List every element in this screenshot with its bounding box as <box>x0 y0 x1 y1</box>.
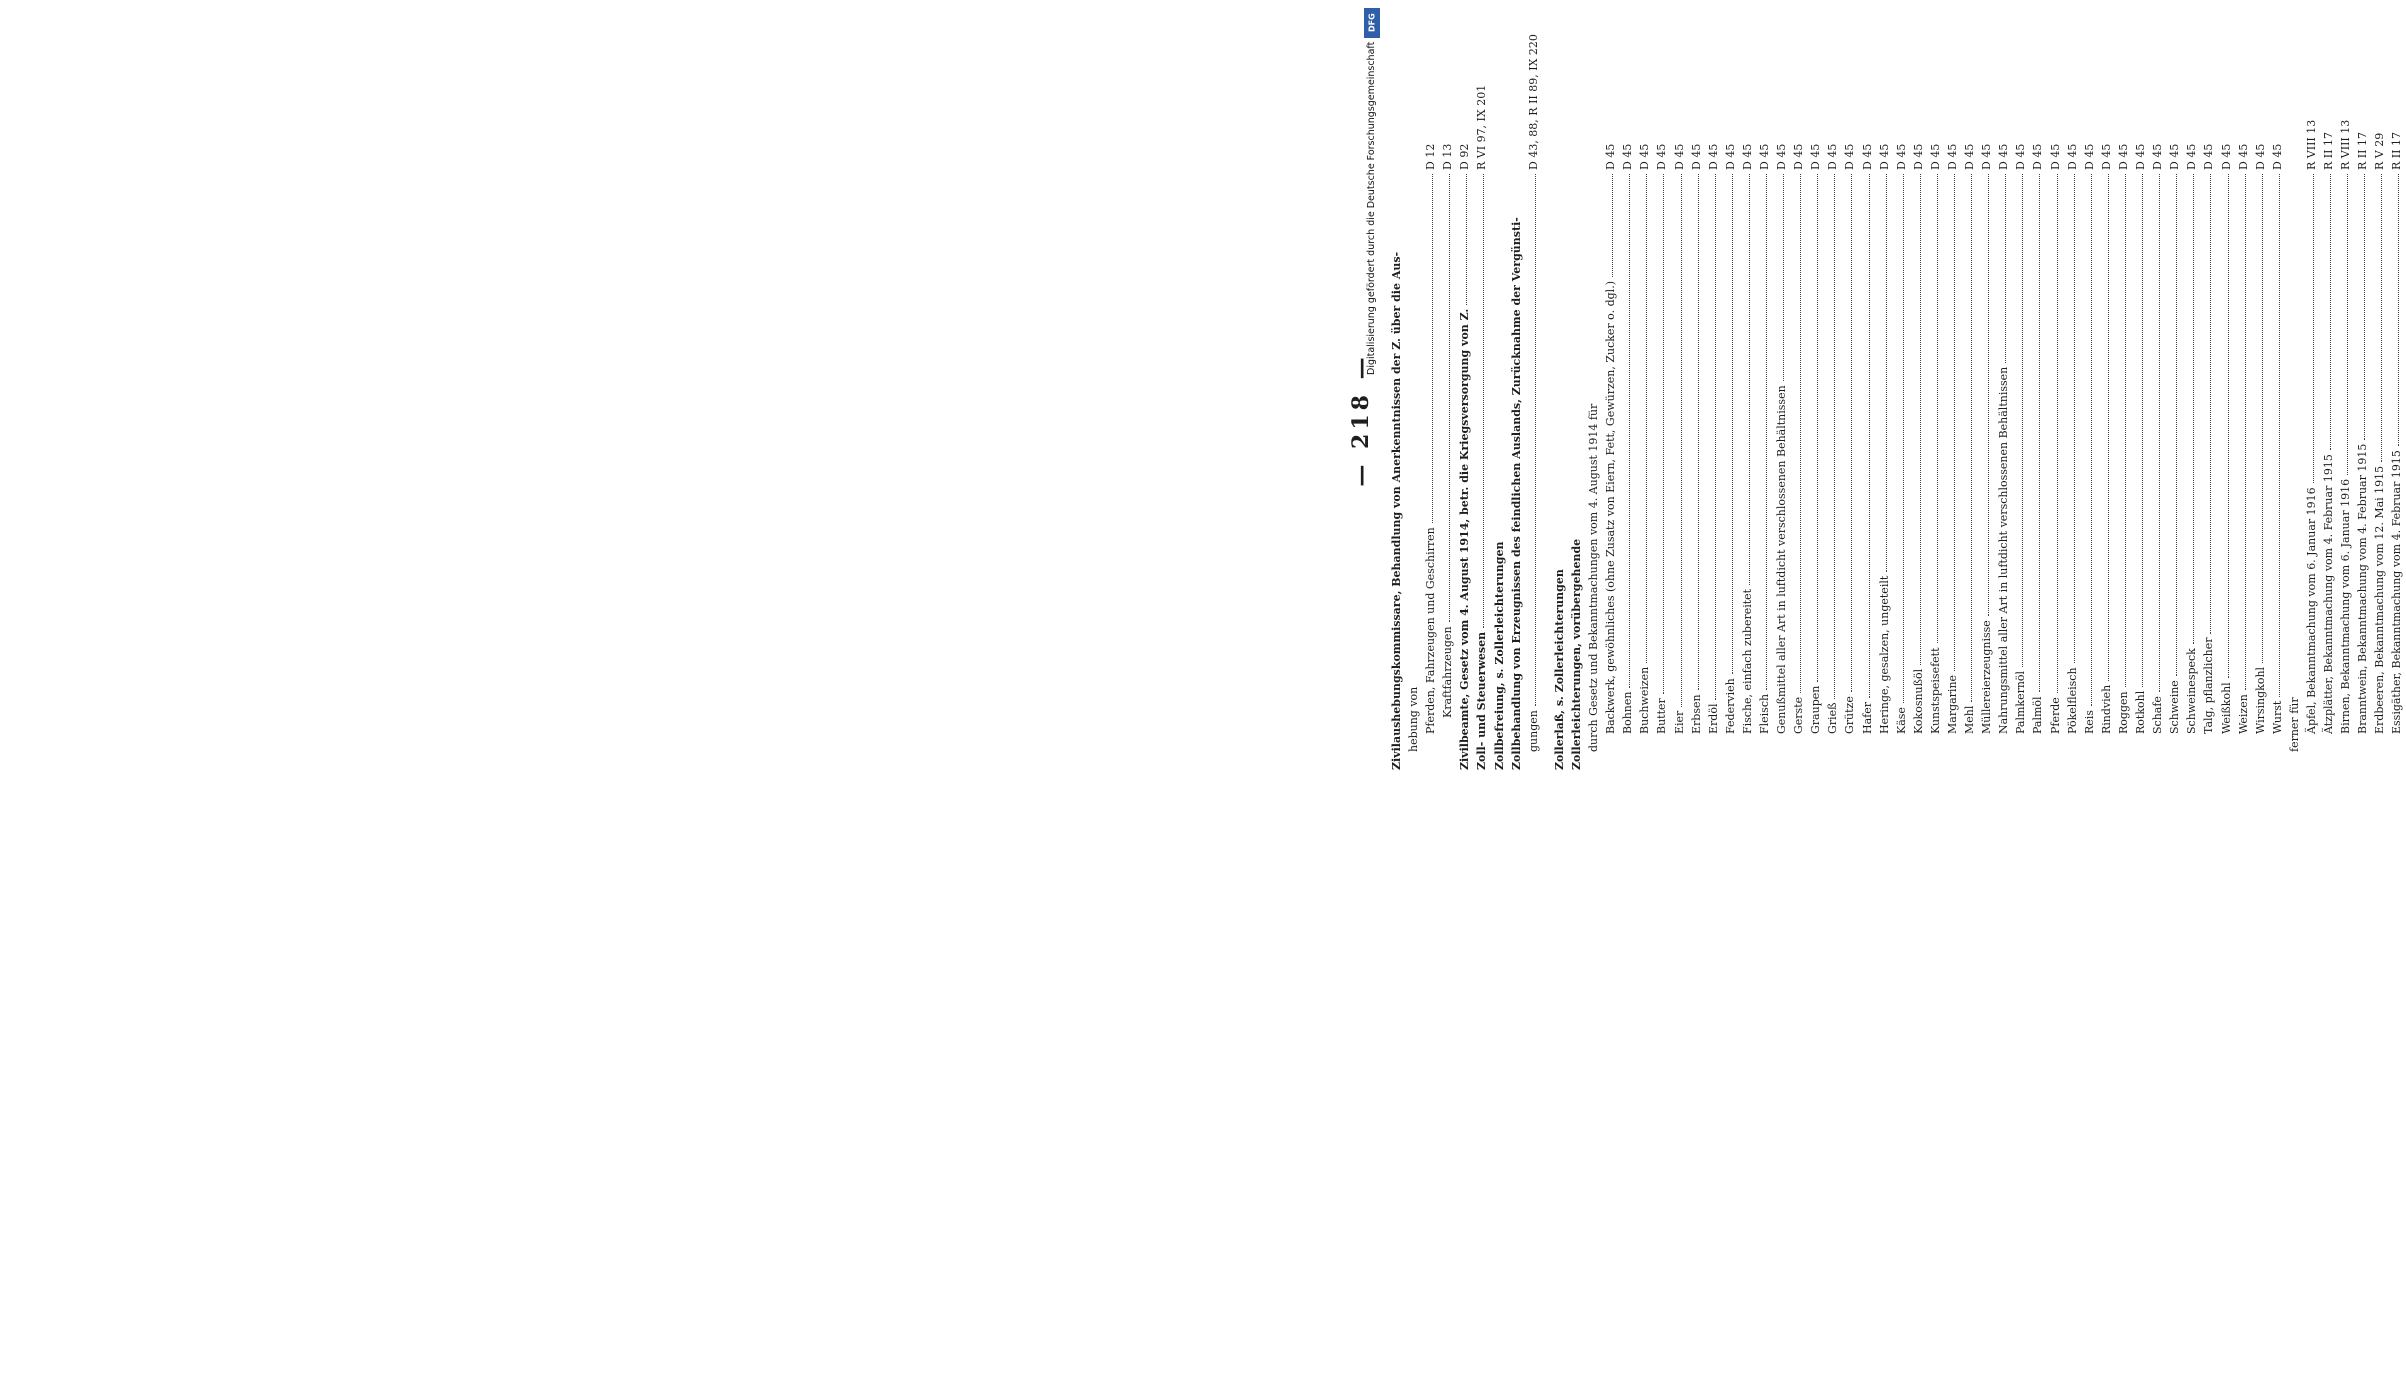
entry-reference: D 45 <box>1928 143 1942 170</box>
entry-reference: D 45 <box>2031 143 2045 170</box>
dot-leader <box>1688 174 1699 690</box>
index-entry <box>2029 70 2046 770</box>
entry-reference: D 45 <box>1723 143 1737 170</box>
dot-leader <box>1636 174 1647 663</box>
dot-leader <box>2047 174 2058 693</box>
index-entry <box>1405 70 1422 770</box>
index-entry <box>1927 70 1944 770</box>
dot-leader <box>1841 174 1852 692</box>
entry-reference: D 45 <box>1809 143 1823 170</box>
dot-leader <box>1859 174 1870 698</box>
entry-text: Rindvieh <box>2099 684 2113 734</box>
dot-leader <box>1456 174 1467 305</box>
entry-text: Kraftfahrzeugen <box>1441 626 1455 718</box>
entry-text: Äpfel, Bekanntmachung vom 6. Januar 1916 <box>2304 487 2318 734</box>
entry-reference: D 92 <box>1458 143 1472 170</box>
entry-reference: D 45 <box>1894 143 1908 170</box>
dot-leader <box>2149 174 2160 692</box>
index-entry <box>1995 70 2012 770</box>
entry-reference: D 45 <box>2099 143 2113 170</box>
index-entry <box>1636 70 1653 770</box>
entry-reference: D 45 <box>1621 143 1635 170</box>
entry-reference: D 45 <box>1604 143 1618 170</box>
index-entry <box>1807 70 1824 770</box>
entry-text: Roggen <box>2116 691 2130 734</box>
entry-reference: D 45 <box>2202 143 2216 170</box>
entry-reference: D 45 <box>1877 143 1891 170</box>
entry-reference: D 45 <box>2253 143 2267 170</box>
dot-leader <box>1978 174 1989 616</box>
entry-reference: D 45 <box>1963 143 1977 170</box>
entry-reference: D 45 <box>1980 143 1994 170</box>
entry-reference: D 45 <box>1775 143 1789 170</box>
entry-reference: D 45 <box>1997 143 2011 170</box>
entry-reference: R II 17 <box>2390 132 2404 170</box>
index-entry <box>1619 70 1636 770</box>
entry-text: Schafe <box>2151 696 2165 734</box>
entry-reference: D 45 <box>2219 143 2233 170</box>
index-entry <box>1388 70 1405 770</box>
entry-text: hebung von <box>1407 686 1421 752</box>
entry-text: gungen <box>1526 710 1540 752</box>
dot-leader <box>1671 174 1682 707</box>
index-entry <box>2183 70 2200 770</box>
entry-text: Essigäther, Bekanntmachung vom 4. Februar 1915 <box>2390 450 2404 734</box>
entry-text: Eier <box>1672 710 1686 734</box>
entry-text: Erdöl <box>1706 703 1720 734</box>
index-entry <box>2064 70 2081 770</box>
entry-reference: D 45 <box>2236 143 2250 170</box>
page-number: — 218 — <box>1348 353 1374 487</box>
dot-leader <box>2200 174 2211 634</box>
dot-leader <box>1705 174 1716 700</box>
entry-text: Nahrungsmittel aller Art in luftdicht verschlossenen Behältnissen <box>1997 366 2011 734</box>
dot-leader <box>2081 174 2092 706</box>
dot-leader <box>2337 174 2348 475</box>
entry-text: Weizen <box>2236 694 2250 734</box>
index-entry <box>1473 70 1490 770</box>
index-entry <box>1739 70 1756 770</box>
entry-text: Kunstspeisefett <box>1928 647 1942 734</box>
index-entry <box>2337 70 2354 770</box>
entry-text: ferner für <box>2287 697 2301 752</box>
entry-text: Buchweizen <box>1638 666 1652 734</box>
dot-leader <box>2166 174 2177 676</box>
entry-text: Talg, pflanzlicher <box>2202 637 2216 734</box>
dot-leader <box>2012 174 2023 667</box>
index-entry <box>2269 70 2286 770</box>
entry-reference: R VI 97, IX 201 <box>1475 84 1489 170</box>
entry-reference: D 13 <box>1441 143 1455 170</box>
dot-leader <box>1893 174 1904 703</box>
index-entry <box>1859 70 1876 770</box>
index-entry <box>1456 70 1473 770</box>
dot-leader <box>2235 174 2246 690</box>
index-entry <box>2252 70 2269 770</box>
section-gap <box>1542 70 1551 770</box>
dot-leader <box>1773 174 1784 381</box>
index-entry <box>1602 70 1619 770</box>
dot-leader <box>2098 174 2109 681</box>
entry-text: Pferde <box>2048 697 2062 734</box>
dot-leader <box>2029 174 2040 692</box>
index-entry <box>2286 70 2303 770</box>
index-entry <box>1841 70 1858 770</box>
index-entry <box>2388 70 2405 770</box>
entry-text: Birnen, Bekanntmachung vom 6. Januar 1916 <box>2339 478 2353 734</box>
entry-reference: D 45 <box>2185 143 2199 170</box>
entry-text: Zollbehandlung von Erzeugnissen des feindlichen Auslands, Zurücknahme der Vergünsti- <box>1509 217 1523 770</box>
dot-leader <box>1619 174 1630 688</box>
index-entry <box>2047 70 2064 770</box>
entry-text: Erdbeeren, Bekanntmachung vom 12. Mai 1915 <box>2373 465 2387 734</box>
entry-reference: D 45 <box>1792 143 1806 170</box>
entry-reference: D 43, 88, R II 89, IX 220 <box>1526 34 1540 170</box>
entry-text: Zollerlaß, s. Zollerleichterungen <box>1552 569 1566 770</box>
entry-reference: R VIII 13 <box>2339 119 2353 170</box>
entry-text: Zivilbeamte, Gesetz vom 4. August 1914, betr. die Kriegsversorgung von Z. <box>1458 308 1472 770</box>
index-entry <box>2012 70 2029 770</box>
dot-leader <box>1473 174 1484 628</box>
dot-leader <box>2371 174 2382 462</box>
entry-text: Müllereierzeugnisse <box>1980 620 1994 734</box>
entry-reference: D 45 <box>2134 143 2148 170</box>
entry-text: Ätzplätter, Bekanntmachung vom 4. Februar 1915 <box>2322 454 2336 734</box>
entry-reference: D 45 <box>2082 143 2096 170</box>
index-entry <box>2166 70 2183 770</box>
dot-leader <box>1824 174 1835 699</box>
index-entry <box>2081 70 2098 770</box>
entry-text: Mehl <box>1963 705 1977 734</box>
dot-leader <box>1961 174 1972 702</box>
index-entry <box>2132 70 2149 770</box>
index-entry <box>1671 70 1688 770</box>
dot-leader <box>1525 174 1536 706</box>
index-entry <box>1893 70 1910 770</box>
entry-reference: D 45 <box>2065 143 2079 170</box>
index-entry <box>1824 70 1841 770</box>
dot-leader <box>2064 174 2075 663</box>
index-entry <box>1756 70 1773 770</box>
index-entry <box>2149 70 2166 770</box>
dot-leader <box>1653 174 1664 694</box>
entry-text: Genußmittel aller Art in luftdicht verschlossenen Behältnissen <box>1775 385 1789 734</box>
entry-text: Federvieh <box>1723 678 1737 734</box>
index-entry <box>1910 70 1927 770</box>
index-entry <box>2098 70 2115 770</box>
entry-reference: D 45 <box>1689 143 1703 170</box>
index-entry <box>1705 70 1722 770</box>
entry-reference: D 45 <box>2048 143 2062 170</box>
dot-leader <box>2354 174 2365 440</box>
digitization-credit: Digitalisierung gefördert durch die Deutsche Forschungsgemeinschaft <box>1366 42 1377 376</box>
index-entry <box>1944 70 1961 770</box>
entry-text: Heringe, gesalzen, ungeteilt <box>1877 575 1891 734</box>
entry-reference: R V 29 <box>2373 132 2387 170</box>
dot-leader <box>1910 174 1921 665</box>
dot-leader <box>2183 174 2194 644</box>
entry-text: Backwerk, gewöhnliches (ohne Zusatz von Eiern, Fett, Gewürzen, Zucker o. dgl.) <box>1604 281 1618 734</box>
entry-text: Zivilaushebungskommissare, Behandlung von Anerkenntnissen der Z. über die Aus- <box>1390 251 1403 770</box>
entry-reference: D 45 <box>2168 143 2182 170</box>
index-entry <box>1876 70 1893 770</box>
entry-reference: D 45 <box>1706 143 1720 170</box>
index-entry <box>2218 70 2235 770</box>
entry-text: Fische, einfach zubereitet <box>1740 588 1754 734</box>
entry-text: Zollbefreiung, s. Zollerleichterungen <box>1492 541 1506 770</box>
entry-text: Weißkohl <box>2219 682 2233 734</box>
entry-text: Wirsingkohl <box>2253 666 2267 734</box>
entry-text: Grütze <box>1843 696 1857 734</box>
index-entry <box>1422 70 1439 770</box>
entry-text: Rotkohl <box>2134 690 2148 734</box>
dot-leader <box>1439 174 1450 622</box>
entry-reference: D 45 <box>1757 143 1771 170</box>
dot-leader <box>1807 174 1818 682</box>
entry-text: Zollerleichterungen, vorübergehende <box>1569 538 1583 770</box>
entry-text: Gerste <box>1792 696 1806 734</box>
entry-text: Pökelfleisch <box>2065 667 2079 734</box>
index-entry <box>1508 70 1525 770</box>
dot-leader <box>1756 174 1767 690</box>
index-entry <box>1585 70 1602 770</box>
index-entries <box>1388 34 2406 770</box>
index-entry <box>1978 70 1995 770</box>
entry-text: Grieß <box>1826 702 1840 734</box>
dot-leader <box>1790 174 1801 693</box>
entry-text: Branntwein, Bekanntmachung vom 4. Februar 1915 <box>2356 443 2370 734</box>
entry-text: Käse <box>1894 707 1908 734</box>
dot-leader <box>1995 174 2006 363</box>
entry-text: Erbsen <box>1689 694 1703 734</box>
entry-text: Fleisch <box>1757 693 1771 734</box>
dot-leader <box>2218 174 2229 678</box>
dfg-logo: DFG <box>1364 8 1380 38</box>
index-entry <box>2235 70 2252 770</box>
index-entry <box>1568 70 1585 770</box>
entry-text: Hafer <box>1860 702 1874 734</box>
entry-reference: D 45 <box>2116 143 2130 170</box>
index-entry <box>2320 70 2337 770</box>
entry-text: Margarine <box>1946 674 1959 734</box>
index-entry <box>2354 70 2371 770</box>
entry-text: Butter <box>1655 698 1669 734</box>
entry-text: Graupen <box>1809 685 1823 734</box>
entry-text: Palmöl <box>2031 696 2045 734</box>
dot-leader <box>2388 174 2399 446</box>
dot-leader <box>1422 174 1433 523</box>
entry-text: Reis <box>2082 710 2096 734</box>
index-entry <box>1653 70 1670 770</box>
entry-reference: D 45 <box>1826 143 1840 170</box>
index-entry <box>1688 70 1705 770</box>
index-entry <box>1790 70 1807 770</box>
index-entry <box>2303 70 2320 770</box>
index-entry <box>1961 70 1978 770</box>
entry-text: Schweinespeck <box>2185 648 2199 734</box>
dot-leader <box>1722 174 1733 674</box>
entry-text: Pferden, Fahrzeugen und Geschirren <box>1424 527 1438 734</box>
entry-reference: D 45 <box>1911 143 1925 170</box>
dot-leader <box>2269 174 2280 697</box>
index-entry <box>2371 70 2388 770</box>
entry-reference: D 45 <box>1740 143 1754 170</box>
entry-reference: D 45 <box>1946 143 1959 170</box>
entry-reference: D 45 <box>1860 143 1874 170</box>
entry-reference: D 45 <box>2270 143 2284 170</box>
dot-leader <box>1739 174 1750 585</box>
dot-leader <box>2115 174 2126 687</box>
entry-text: Wurst <box>2270 700 2284 734</box>
dot-leader <box>1944 174 1955 671</box>
dot-leader <box>1876 174 1887 572</box>
entry-reference: D 45 <box>1672 143 1686 170</box>
dot-leader <box>2320 174 2331 450</box>
entry-reference: R II 17 <box>2356 132 2370 170</box>
entry-text: Palmkernöl <box>2014 670 2028 734</box>
index-entry <box>1551 70 1568 770</box>
index-entry <box>1439 70 1456 770</box>
dot-leader <box>2132 174 2143 687</box>
entry-text: durch Gesetz und Bekanntmachungen vom 4. August 1914 für <box>1587 403 1601 752</box>
rotated-page-content <box>1250 34 2404 770</box>
entry-reference: D 45 <box>2151 143 2165 170</box>
entry-text: Kokosnußöl <box>1911 668 1925 734</box>
entry-text: Bohnen <box>1621 691 1635 734</box>
index-entry <box>1722 70 1739 770</box>
index-entry <box>1491 70 1508 770</box>
dot-leader <box>2252 174 2263 663</box>
index-entry <box>1525 34 1542 770</box>
entry-text: Zoll- und Steuerwesen <box>1475 631 1489 770</box>
entry-reference: D 45 <box>1655 143 1669 170</box>
index-entry <box>2115 70 2132 770</box>
dot-leader <box>2303 174 2314 483</box>
index-entry <box>2200 70 2217 770</box>
entry-reference: R II 17 <box>2322 132 2336 170</box>
entry-reference: D 45 <box>1843 143 1857 170</box>
entry-reference: D 45 <box>1638 143 1652 170</box>
entry-reference: R VIII 13 <box>2304 119 2318 170</box>
entry-reference: D 45 <box>2014 143 2028 170</box>
entry-text: Schweine <box>2168 680 2182 734</box>
dot-leader <box>1927 174 1938 643</box>
dot-leader <box>1602 174 1613 277</box>
entry-reference: D 12 <box>1424 143 1438 170</box>
index-entry <box>1773 70 1790 770</box>
